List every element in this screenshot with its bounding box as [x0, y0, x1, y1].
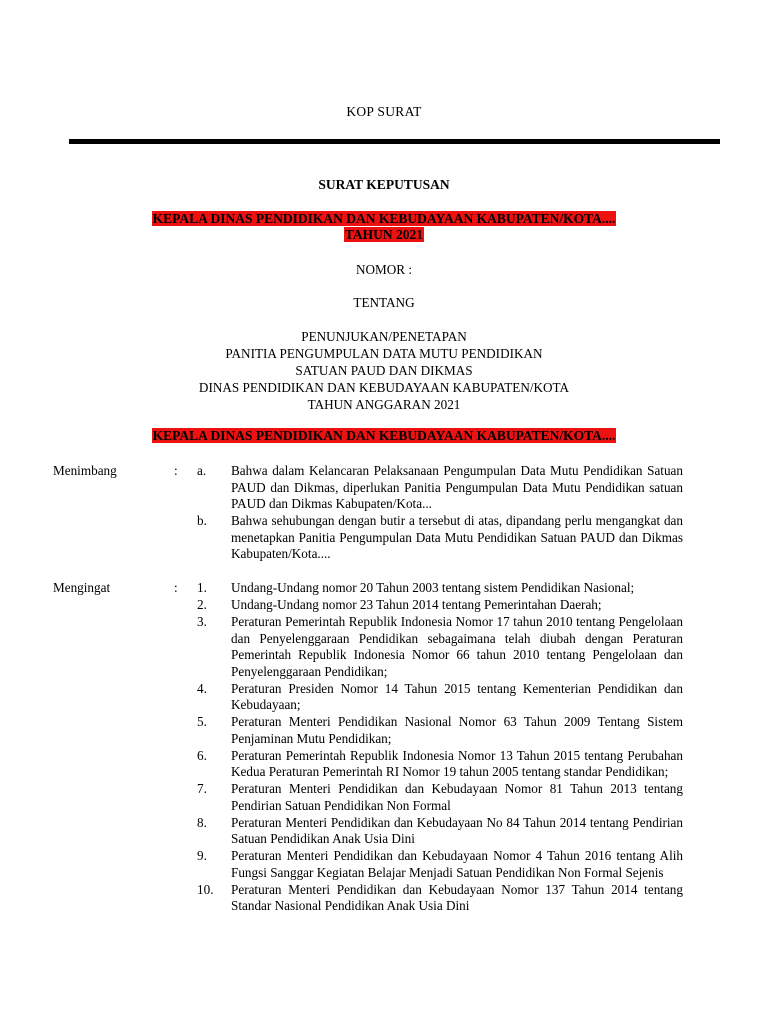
item-text: Peraturan Presiden Nomor 14 Tahun 2015 tentang Kementerian Pendidikan dan Kebudayaan; — [231, 680, 683, 712]
list-item — [197, 815, 683, 848]
list-item — [197, 882, 683, 915]
item-text: Peraturan Pemerintah Republik Indonesia Nomor 17 tahun 2010 tentang Pengelolaan dan Penyelenggaraan Pendidikan sebagaimana telah diubah dengan Peraturan Pemerintah Republik Indonesia Nomor 66 tahun 2010 tentang Pengelolaan dan Penyelenggaraan Pendidikan; — [231, 614, 683, 679]
item-marker: 1. — [197, 580, 207, 595]
mengingat-colon: : — [174, 580, 178, 595]
list-item — [197, 614, 683, 680]
menimbang-label: Menimbang — [53, 463, 117, 478]
item-marker: 8. — [197, 814, 207, 830]
header-rule — [69, 139, 720, 144]
list-item — [197, 513, 683, 563]
issuer-line: KEPALA DINAS PENDIDIKAN DAN KEBUDAYAAN KABUPATEN/KOTA.... — [152, 211, 616, 226]
list-item — [197, 580, 683, 597]
issuer-year: TAHUN 2021 — [344, 227, 424, 242]
list-item — [197, 714, 683, 747]
issuer-block — [0, 211, 768, 243]
item-marker: 9. — [197, 848, 207, 863]
item-marker: b. — [197, 513, 207, 528]
issuer-heading — [0, 428, 768, 444]
subject-line: SATUAN PAUD DAN DIKMAS — [295, 363, 473, 378]
list-item — [197, 848, 683, 881]
mengingat-list — [197, 580, 683, 915]
item-text: Peraturan Menteri Pendidikan dan Kebudayaan No 84 Tahun 2014 tentang Pendirian Satuan Pendidikan Anak Usia Dini — [231, 814, 683, 846]
document-title: SURAT KEPUTUSAN — [318, 177, 450, 192]
item-text: Undang-Undang nomor 20 Tahun 2003 tentang sistem Pendidikan Nasional; — [231, 580, 635, 595]
item-text: Bahwa dalam Kelancaran Pelaksanaan Pengumpulan Data Mutu Pendidikan Satuan PAUD dan Dikmas, diperlukan Panitia Pengumpulan Data Mutu Pendidikan satuan PAUD dan Dikmas Kabupaten/Kota... — [231, 463, 683, 511]
menimbang-list — [197, 463, 683, 563]
list-item — [197, 463, 683, 513]
list-item — [197, 597, 683, 614]
item-text: Bahwa sehubungan dengan butir a tersebut di atas, dipandang perlu mengangkat dan menetapkan Panitia Pengumpulan Data Mutu Pendidikan Satuan PAUD dan Dikmas Kabupaten/Kota.... — [231, 513, 683, 561]
issuer-heading-line: KEPALA DINAS PENDIDIKAN DAN KEBUDAYAAN KABUPATEN/KOTA.... — [152, 428, 616, 443]
item-marker: a. — [197, 463, 207, 478]
letterhead-label: KOP SURAT — [346, 104, 422, 119]
item-marker: 10. — [197, 881, 214, 897]
subject-line: PANITIA PENGUMPULAN DATA MUTU PENDIDIKAN — [225, 346, 543, 361]
list-item — [197, 681, 683, 714]
item-marker: 2. — [197, 597, 207, 612]
item-text: Peraturan Pemerintah Republik Indonesia Nomor 13 Tahun 2015 tentang Perubahan Kedua Peraturan Pemerintah RI Nomor 19 tahun 2005 tentang standar Pendidikan; — [231, 747, 683, 779]
subject-line: DINAS PENDIDIKAN DAN KEBUDAYAAN KABUPATEN/KOTA — [198, 380, 570, 395]
subject-block — [0, 328, 768, 413]
mengingat-label: Mengingat — [53, 580, 111, 595]
subject-line: TAHUN ANGGARAN 2021 — [307, 397, 461, 412]
item-marker: 3. — [197, 614, 207, 629]
item-text: Peraturan Menteri Pendidikan dan Kebudayaan Nomor 137 Tahun 2014 tentang Standar Nasional Pendidikan Anak Usia Dini — [231, 881, 683, 913]
item-text: Undang-Undang nomor 23 Tahun 2014 tentang Pemerintahan Daerah; — [231, 597, 602, 612]
menimbang-colon: : — [174, 463, 178, 478]
item-marker: 5. — [197, 714, 207, 729]
item-text: Peraturan Menteri Pendidikan dan Kebudayaan Nomor 81 Tahun 2013 tentang Pendirian Satuan Pendidikan Non Formal — [231, 781, 683, 813]
subject-line: PENUNJUKAN/PENETAPAN — [301, 329, 467, 344]
list-item — [197, 781, 683, 814]
list-item — [197, 748, 683, 781]
item-marker: 6. — [197, 747, 207, 763]
item-marker: 4. — [197, 680, 207, 696]
item-text: Peraturan Menteri Pendidikan dan Kebudayaan Nomor 4 Tahun 2016 tentang Alih Fungsi Sanggar Kegiatan Belajar Menjadi Satuan Pendidikan Non Formal Sejenis — [231, 848, 683, 880]
item-text: Peraturan Menteri Pendidikan Nasional Nomor 63 Tahun 2009 Tentang Sistem Penjaminan Mutu Pendidikan; — [231, 714, 683, 746]
about-label: TENTANG — [353, 295, 415, 310]
item-marker: 7. — [197, 781, 207, 796]
document-number: NOMOR : — [355, 262, 413, 277]
